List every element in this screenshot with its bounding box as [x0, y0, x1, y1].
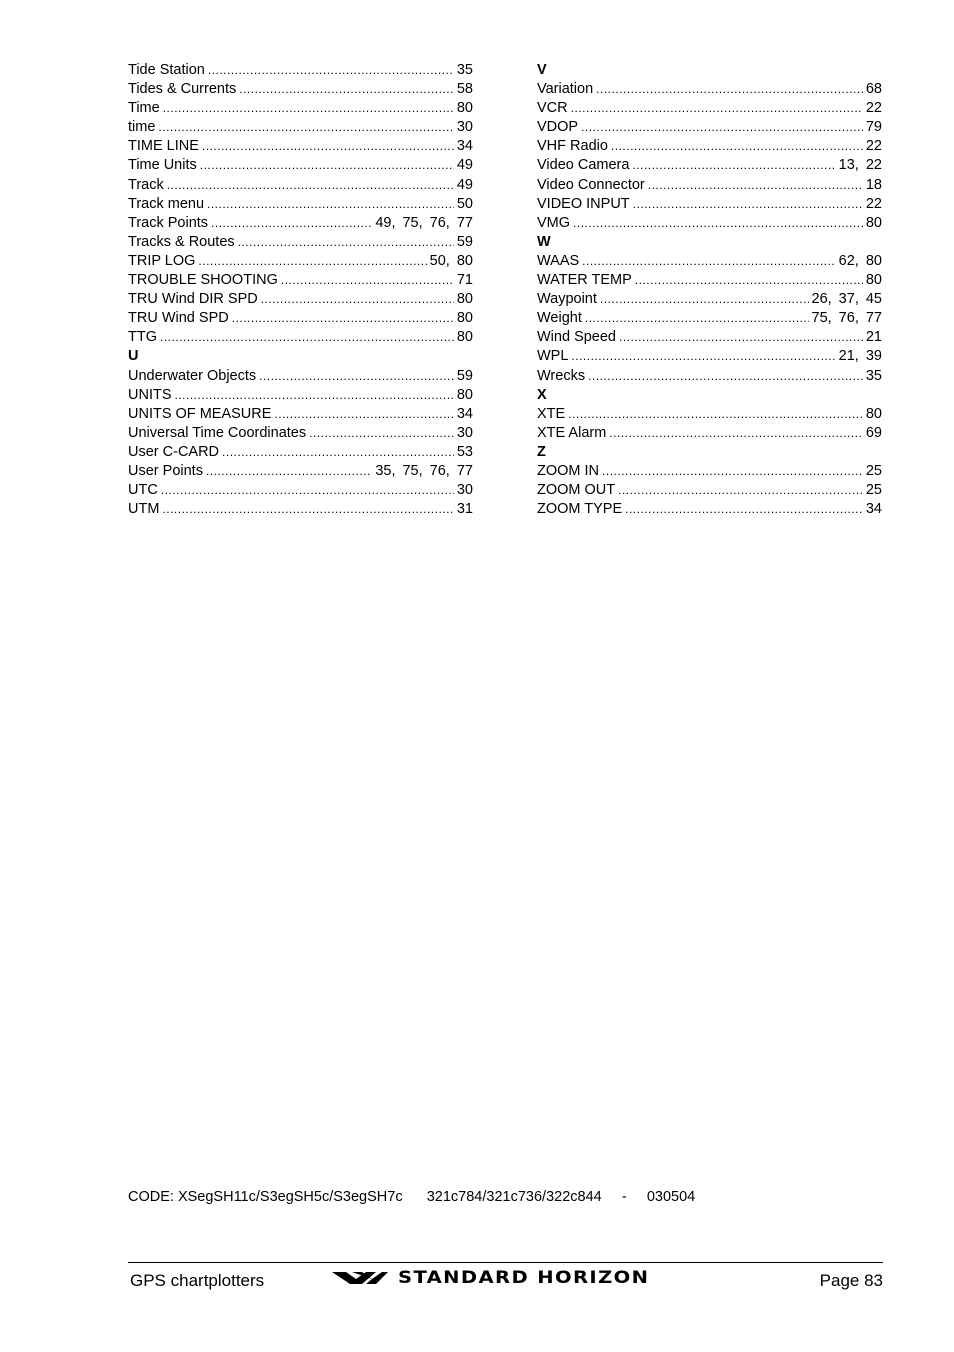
standard-horizon-wave-icon: [332, 1269, 388, 1287]
index-entry-pages: 18: [865, 176, 882, 193]
index-entry-term: User C-CARD: [128, 443, 220, 460]
index-entry-term: User Points: [128, 462, 203, 479]
index-section-letter: W: [537, 233, 551, 250]
page-number: Page 83: [819, 1271, 883, 1290]
index-entry: [537, 99, 882, 118]
index-entry: [128, 271, 473, 290]
index-entry: [537, 328, 882, 347]
index-entry: [128, 195, 473, 214]
index-leader-dots: [222, 443, 454, 462]
index-entry: [537, 252, 882, 271]
index-entry-term: TTG: [128, 329, 157, 346]
index-entry: [537, 462, 882, 481]
index-entry-term: Waypoint: [537, 291, 597, 308]
document-code-line: CODE: XSegSH11c/S3egSH5c/S3egSH7c 321c784/321c736/322c844 - 030504: [128, 1189, 696, 1205]
index-entry-term: TIME LINE: [128, 138, 199, 155]
index-entry-term: Track menu: [128, 195, 205, 212]
index-entry-pages: 68: [865, 81, 882, 98]
index-leader-dots: [619, 328, 863, 347]
index-entry: [128, 290, 473, 309]
index-entry-pages: 50: [456, 195, 473, 212]
index-entry-term: UNITS: [128, 386, 172, 403]
index-entry-term: TRIP LOG: [128, 252, 196, 269]
index-section-letter: V: [537, 62, 547, 78]
index-leader-dots: [162, 500, 453, 519]
index-entry-term: Underwater Objects: [128, 367, 257, 384]
index-entry-term: Wrecks: [537, 367, 586, 384]
index-leader-dots: [635, 271, 863, 290]
index-entry: [537, 405, 882, 424]
index-entry-pages: 30: [456, 424, 473, 441]
index-entry-pages: 58: [456, 81, 473, 98]
index-entry-term: Universal Time Coordinates: [128, 424, 307, 441]
index-entry-pages: 80: [865, 272, 882, 289]
index-entry-pages: 35: [456, 62, 473, 78]
index-column-right: [537, 61, 882, 519]
index-section-letter: Z: [537, 443, 546, 460]
index-entry-term: Track: [128, 176, 164, 193]
index-entry: [537, 80, 882, 99]
index-entry-pages: 80: [865, 214, 882, 231]
index-leader-dots: [571, 99, 863, 118]
index-entry-term: Video Camera: [537, 157, 630, 174]
index-leader-dots: [632, 156, 835, 175]
index-entry: [128, 61, 473, 80]
index-entry: [128, 214, 473, 233]
index-entry-pages: 35, 75, 76, 77: [375, 462, 473, 479]
index-entry-term: Time: [128, 100, 160, 117]
index-entry: [537, 347, 882, 366]
index-entry-pages: 30: [456, 482, 473, 499]
index-entry-term: Time Units: [128, 157, 197, 174]
index-leader-dots: [281, 271, 454, 290]
index-entry-term: XTE: [537, 405, 566, 422]
index-entry: [537, 500, 882, 519]
index-entry: [128, 462, 473, 481]
index-leader-dots: [648, 176, 863, 195]
index-column-left: [128, 61, 473, 519]
index-leader-dots: [573, 214, 863, 233]
index-entry-pages: 30: [456, 119, 473, 136]
index-leader-dots: [160, 328, 454, 347]
index-leader-dots: [211, 214, 372, 233]
index-entry: [537, 424, 882, 443]
index-entry-pages: 59: [456, 367, 473, 384]
index-entry-pages: 80: [865, 405, 882, 422]
index-leader-dots: [175, 386, 454, 405]
index-entry-term: Wind Speed: [537, 329, 616, 346]
brand-logo: [332, 1268, 650, 1288]
index-entry-term: Tracks & Routes: [128, 233, 235, 250]
index-entry: [128, 233, 473, 252]
index-entry-term: TROUBLE SHOOTING: [128, 272, 278, 289]
index-entry: [128, 137, 473, 156]
index-entry-pages: 79: [865, 119, 882, 136]
index-entry: [128, 367, 473, 386]
index-entry-pages: 35: [865, 367, 882, 384]
index-leader-dots: [571, 347, 835, 366]
index-leader-dots: [238, 233, 454, 252]
index-entry: [537, 118, 882, 137]
index-leader-dots: [163, 99, 454, 118]
index-leader-dots: [309, 424, 454, 443]
index-leader-dots: [232, 309, 454, 328]
index-entry: [128, 443, 473, 462]
index-entry: [128, 118, 473, 137]
footer-product-name: GPS chartplotters: [130, 1271, 265, 1290]
index-entry-pages: 80: [456, 386, 473, 403]
index-entry-term: TRU Wind DIR SPD: [128, 291, 258, 308]
index-entry-term: VCR: [537, 100, 568, 117]
index-entry-pages: 13, 22: [838, 157, 882, 174]
index-entry: [128, 500, 473, 519]
index-entry-pages: 34: [456, 405, 473, 422]
index-leader-dots: [582, 252, 836, 271]
index-entry: [128, 309, 473, 328]
index-section-letter: U: [128, 348, 139, 365]
index-entry: [537, 195, 882, 214]
index-entry-term: Video Connector: [537, 176, 645, 193]
index-entry: [128, 176, 473, 195]
index-leader-dots: [581, 118, 863, 137]
index-entry-pages: 31: [456, 501, 473, 518]
index-entry: [537, 156, 882, 175]
index-entry-pages: 21: [865, 329, 882, 346]
index-leader-dots: [158, 118, 453, 137]
index-entry-term: TRU Wind SPD: [128, 310, 229, 327]
index-entry-term: ZOOM IN: [537, 462, 600, 479]
brand-name: STANDARD HORIZON: [398, 1268, 650, 1288]
index-leader-dots: [202, 137, 454, 156]
index-entry-pages: 49, 75, 76, 77: [375, 214, 473, 231]
index-entry-pages: 49: [456, 157, 473, 174]
footer-divider: [128, 1262, 883, 1263]
index-entry-pages: 22: [865, 195, 882, 212]
index-entry-term: Weight: [537, 310, 582, 327]
index-entry: [537, 214, 882, 233]
index-entry-pages: 22: [865, 138, 882, 155]
index-entry-pages: 50, 80: [429, 252, 473, 269]
index-entry: [128, 424, 473, 443]
index-entry-term: WAAS: [537, 252, 580, 269]
index-entry: [537, 137, 882, 156]
index-entry-term: Tide Station: [128, 62, 205, 78]
index-leader-dots: [261, 290, 454, 309]
index-leader-dots: [588, 367, 863, 386]
index-entry-pages: 75, 76, 77: [811, 310, 882, 327]
index-leader-dots: [568, 405, 863, 424]
index-entry-term: Track Points: [128, 214, 209, 231]
index-entry-pages: 59: [456, 233, 473, 250]
index-entry-pages: 22: [865, 100, 882, 117]
index-section-letter: X: [537, 386, 547, 403]
index-leader-dots: [600, 290, 809, 309]
index-leader-dots: [611, 137, 863, 156]
index-entry: [128, 405, 473, 424]
index-entry: [537, 290, 882, 309]
index-leader-dots: [274, 405, 453, 424]
index-entry-term: Variation: [537, 81, 594, 98]
index-leader-dots: [167, 176, 454, 195]
index-entry-pages: 69: [865, 424, 882, 441]
index-entry-pages: 25: [865, 462, 882, 479]
index-entry-pages: 80: [456, 310, 473, 327]
index-entry: [128, 328, 473, 347]
index-leader-dots: [161, 481, 454, 500]
index-entry-pages: 80: [456, 100, 473, 117]
index-entry-pages: 34: [865, 501, 882, 518]
index-leader-dots: [200, 156, 454, 175]
index-entry: [128, 386, 473, 405]
index-entry-pages: 34: [456, 138, 473, 155]
index-entry-term: ZOOM TYPE: [537, 501, 623, 518]
index-leader-dots: [239, 80, 454, 99]
index-entry-term: VDOP: [537, 119, 579, 136]
index-entry: [128, 99, 473, 118]
index-entry-term: time: [128, 119, 156, 136]
index-entry: [128, 252, 473, 271]
index-leader-dots: [259, 367, 454, 386]
index-leader-dots: [206, 462, 372, 481]
index-entry: [537, 176, 882, 195]
index-entry: [128, 156, 473, 175]
index-leader-dots: [618, 481, 863, 500]
index-leader-dots: [625, 500, 863, 519]
index-entry-term: Tides & Currents: [128, 81, 237, 98]
index-leader-dots: [207, 195, 454, 214]
index-leader-dots: [609, 424, 863, 443]
index-entry-term: UTC: [128, 482, 158, 499]
index-entry-pages: 25: [865, 482, 882, 499]
index-leader-dots: [602, 462, 863, 481]
index-entry: [537, 481, 882, 500]
index-entry-pages: 62, 80: [838, 252, 882, 269]
index-entry-term: ZOOM OUT: [537, 482, 616, 499]
index-entry-term: UTM: [128, 501, 160, 518]
index-leader-dots: [208, 61, 454, 80]
index-entry: [128, 80, 473, 99]
index-entry: [537, 271, 882, 290]
index-entry-term: VIDEO INPUT: [537, 195, 630, 212]
index-entry-pages: 53: [456, 443, 473, 460]
index-entry: [537, 309, 882, 328]
index-entry: [537, 367, 882, 386]
index-leader-dots: [585, 309, 809, 328]
index-entry-term: WATER TEMP: [537, 272, 632, 289]
index-entry: [128, 481, 473, 500]
index-leader-dots: [198, 252, 426, 271]
index-entry-pages: 21, 39: [838, 348, 882, 365]
index-entry-pages: 71: [456, 272, 473, 289]
index-entry-pages: 80: [456, 329, 473, 346]
index-leader-dots: [633, 195, 863, 214]
index-leader-dots: [596, 80, 863, 99]
index-entry-pages: 80: [456, 291, 473, 308]
index-entry-term: VHF Radio: [537, 138, 608, 155]
index-entry-term: UNITS OF MEASURE: [128, 405, 272, 422]
index-entry-term: WPL: [537, 348, 569, 365]
index-entry-pages: 26, 37, 45: [811, 291, 882, 308]
index-entry-pages: 49: [456, 176, 473, 193]
index-entry-term: XTE Alarm: [537, 424, 607, 441]
index-entry-term: VMG: [537, 214, 571, 231]
